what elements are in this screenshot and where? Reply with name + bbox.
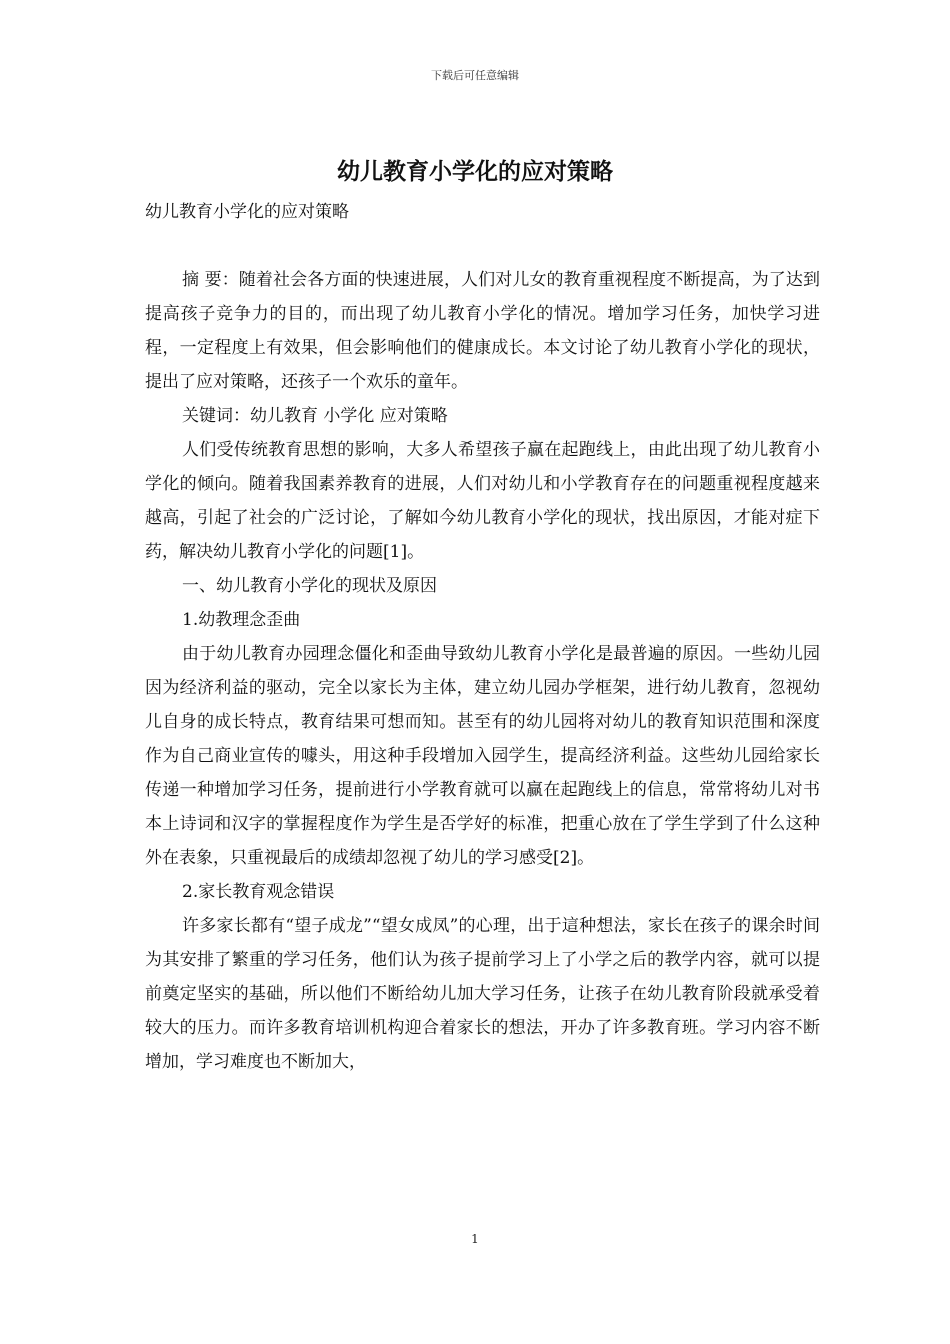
subheading-2: 2.家长教育观念错误: [182, 882, 335, 902]
subheading-1: 1.幼教理念歪曲: [182, 610, 301, 630]
document-subtitle: 幼儿教育小学化的应对策略: [145, 202, 349, 222]
keywords-line: 关键词：幼儿教育 小学化 应对策略: [182, 406, 448, 426]
page-number: 1: [471, 1232, 479, 1246]
body-paragraph: 由于幼儿教育办园理念僵化和歪曲导致幼儿教育小学化是最普遍的原因。一些幼儿园因为经济利益的驱动，完全以家长为主体，建立幼儿园办学框架，进行幼儿教育，忽视幼儿自身的成长特点，教育结果可想而知。甚至有的幼儿园将对幼儿的教育知识范围和深度作为自己商业宣传的噱头，用这种手段增加入园学生，提高经济利益。这些幼儿园给家长传递一种增加学习任务，提前进行小学教育就可以赢在起跑线上的信息，常常将幼儿对书本上诗词和汉字的掌握程度作为学生是否学好的标准，把重心放在了学生学到了什么这种外在表象，只重视最后的成绩却忽视了幼儿的学习感受[2]。: [145, 644, 820, 868]
blank-line: [145, 229, 820, 263]
intro-paragraph: 人们受传统教育思想的影响，大多人希望孩子赢在起跑线上，由此出现了幼儿教育小学化的倾向。随着我国素养教育的进展，人们对幼儿和小学教育存在的问题重视程度越来越高，引起了社会的广泛讨论，了解如今幼儿教育小学化的现状，找出原因，才能对症下药，解决幼儿教育小学化的问题[1]。: [145, 440, 820, 562]
abstract-paragraph: 摘 要：随着社会各方面的快速进展，人们对儿女的教育重视程度不断提高，为了达到提高孩子竞争力的目的，而出现了幼儿教育小学化的情况。增加学习任务，加快学习进程，一定程度上有效果，但会影响他们的健康成长。本文讨论了幼儿教育小学化的现状，提出了应对策略，还孩子一个欢乐的童年。: [145, 270, 820, 392]
document-body: [145, 195, 820, 1079]
body-paragraph: 许多家长都有“望子成龙”“望女成凤”的心理，出于這种想法，家长在孩子的课余时间为其安排了繁重的学习任务，他们认为孩子提前学习上了小学之后的教学内容，就可以提前奠定坚实的基础，所以他们不断给幼儿加大学习任务，让孩子在幼儿教育阶段就承受着较大的压力。而许多教育培训机构迎合着家长的想法，开办了许多教育班。学习内容不断增加，学习难度也不断加大，: [145, 916, 820, 1072]
section-heading-1: 一、幼儿教育小学化的现状及原因: [182, 576, 437, 596]
document-title: 幼儿教育小学化的应对策略: [337, 158, 613, 185]
header-note: 下载后可任意编辑: [431, 69, 519, 82]
